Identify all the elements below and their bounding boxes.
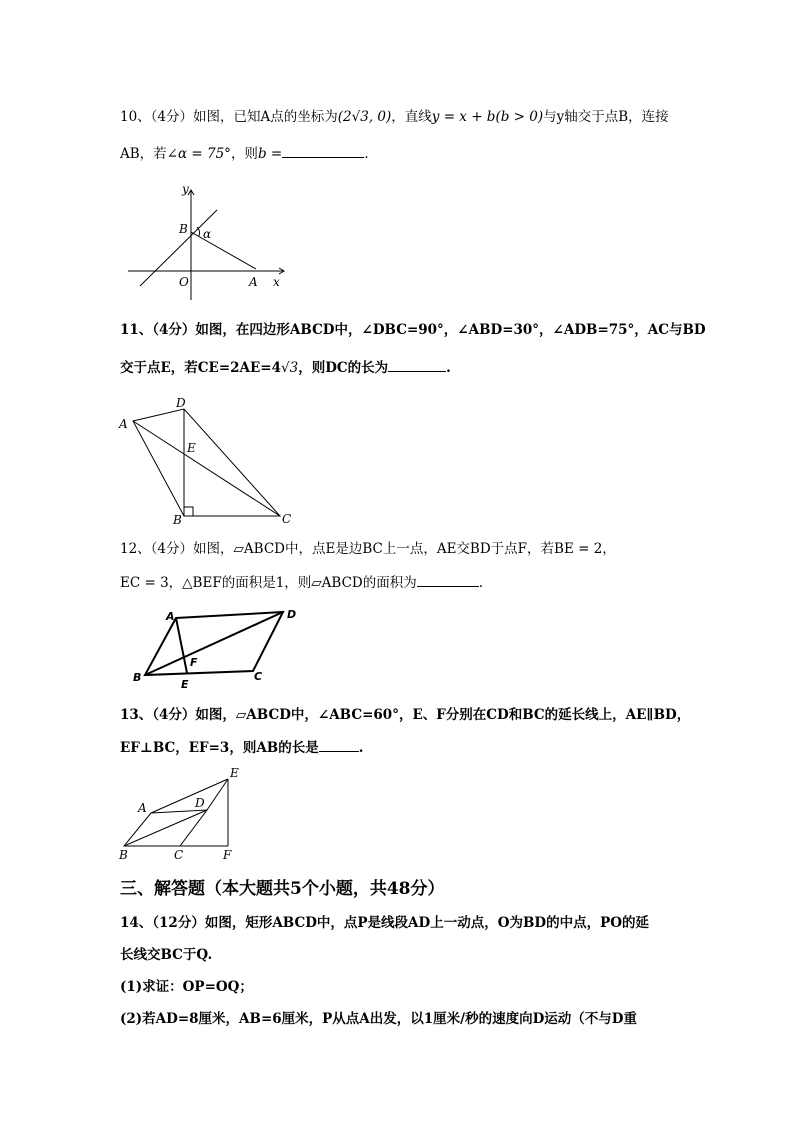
q11-label-e: E <box>187 441 196 455</box>
q10-text-d: AB，若 <box>120 146 167 162</box>
q13-text-a: EF⊥BC，EF=3，则AB的长是 <box>120 740 319 756</box>
q12-label-d: D <box>287 608 297 621</box>
q13-label-c: C <box>174 848 184 862</box>
q10-label-alpha: α <box>203 227 212 241</box>
q11-line-1: 11、（4分）如图，在四边形ABCD中，∠DBC=90°，∠ABD=30°，∠ADB=75°，AC与BD <box>120 322 706 338</box>
q13-period: . <box>358 740 364 756</box>
q10-label-x: x <box>273 275 280 289</box>
q13-line-1: 13、（4分）如图，▱ABCD中，∠ABC=60°，E、F分别在CD和BC的延长线上，AE∥BD， <box>120 707 691 723</box>
q10-var: b = <box>257 146 283 162</box>
q11-label-a: A <box>119 417 128 431</box>
q12-label-f: F <box>190 656 198 669</box>
q10-coord: (2√3, 0) <box>337 109 392 125</box>
q10-text-e: ，则 <box>230 146 258 162</box>
q14-line-4: (2)若AD=8厘米，AB=6厘米，P从点A出发，以1厘米/秒的速度向D运动（不与D重 <box>120 1011 638 1027</box>
q13-label-d: D <box>195 796 205 810</box>
q13-label-e: E <box>230 766 239 780</box>
q10-text-c: 与y轴交于点B，连接 <box>543 109 669 125</box>
q12-label-a: A <box>166 610 175 623</box>
q10-label-a: A <box>249 275 258 289</box>
q13-label-a: A <box>138 801 147 815</box>
q12-label-c: C <box>254 670 263 683</box>
q11-period: . <box>446 360 451 376</box>
q13-label-b: B <box>119 848 128 862</box>
q10-label-y: y <box>182 182 189 196</box>
q10-angle: ∠α = 75° <box>166 146 231 162</box>
q12-period: . <box>478 575 484 591</box>
q11-text-b: ，则DC的长为 <box>298 360 389 376</box>
q14-line-1: 14、（12分）如图，矩形ABCD中，点P是线段AD上一动点，O为BD的中点，PO的延 <box>120 915 650 931</box>
q10-label-o: O <box>179 275 189 289</box>
q13-label-f: F <box>223 848 232 862</box>
q12-label-e: E <box>181 678 189 691</box>
q10-period: . <box>364 146 369 162</box>
section-heading: 三、解答题（本大题共5个小题，共48分） <box>120 879 445 899</box>
q12-text-a: EC = 3，△BEF的面积是1，则▱ABCD的面积为 <box>120 575 417 591</box>
q12-label-b: B <box>133 671 142 684</box>
q12-line-1: 12、（4分）如图，▱ABCD中，点E是边BC上一点，AE交BD于点F，若BE = 2， <box>120 541 616 557</box>
q10-text-a: 10、（4分）如图，已知A点的坐标为 <box>120 109 338 125</box>
q14-line-3: (1)求证：OP=OQ； <box>120 979 253 995</box>
q11-label-d: D <box>176 396 186 410</box>
q14-line-2: 长线交BC于Q. <box>120 947 213 963</box>
q10-text-b: ，直线 <box>391 109 432 125</box>
q10-label-b: B <box>179 222 188 236</box>
q11-sqrt: √3 <box>281 360 299 376</box>
q10-equation: y = x + b(b > 0) <box>431 109 544 125</box>
q11-label-b: B <box>173 513 182 527</box>
q11-label-c: C <box>282 512 292 526</box>
q11-text-a: 交于点E，若CE=2AE=4 <box>120 360 281 376</box>
